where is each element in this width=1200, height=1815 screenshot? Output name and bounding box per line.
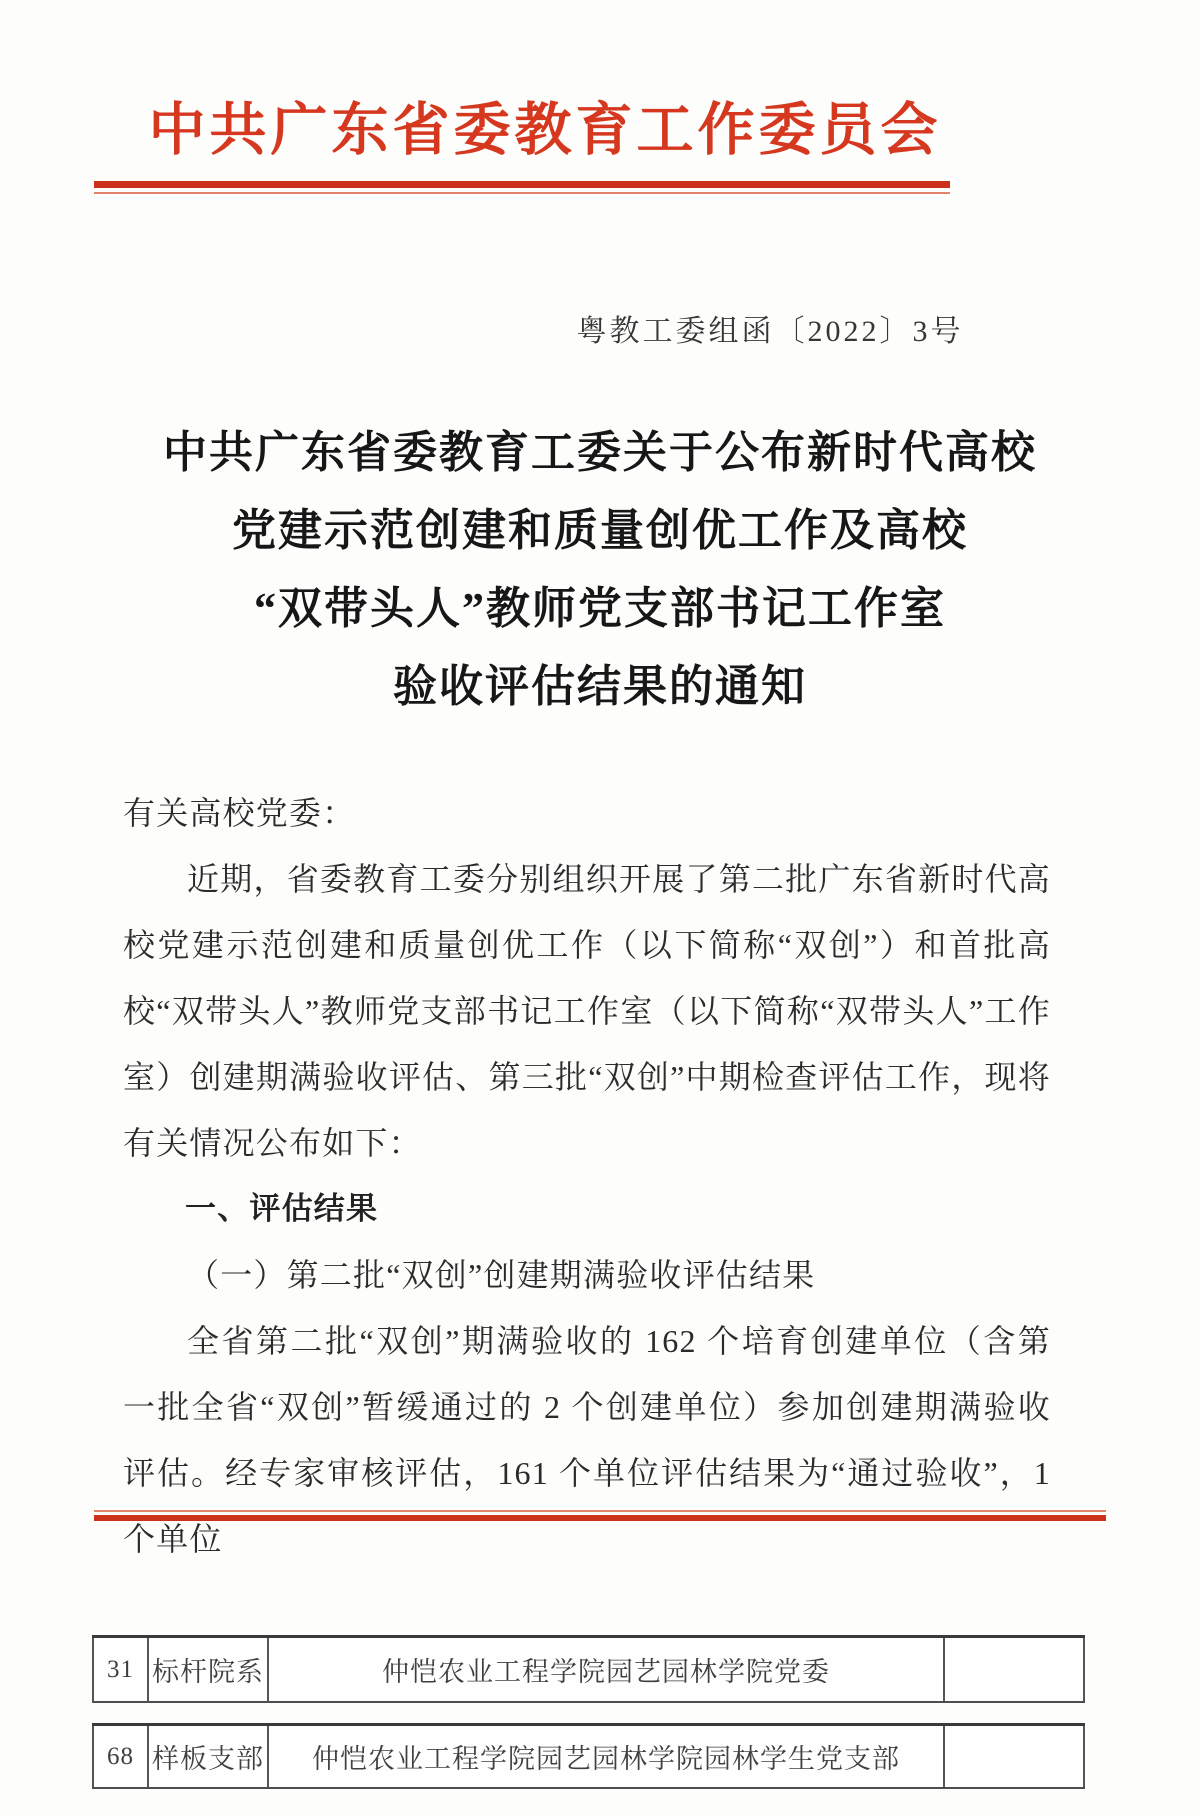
- paragraph-1: 近期，省委教育工委分别组织开展了第二批广东省新时代高校党建示范创建和质量创优工作（以下简称“双创”）和首批高校“双带头人”教师党支部书记工作室（以下简称“双带头人”工作室）创建期满验收评估、第三批“双创”中期检查评估工作，现将有关情况公布如下：: [123, 861, 1051, 1161]
- section-heading: 一、评估结果: [185, 1191, 379, 1226]
- organization-cell: 仲恺农业工程学院园艺园林学院园林学生党支部: [267, 1726, 943, 1787]
- title-line-4: 验收评估结果的通知: [393, 662, 807, 711]
- table-row-68: [92, 1723, 1085, 1789]
- letterhead-title: 中共广东省委教育工作委员会: [148, 99, 942, 162]
- row-number-cell: 68: [92, 1726, 147, 1787]
- footer-divider-thick-line: [94, 1515, 1106, 1521]
- category-cell: 标杆院系: [147, 1638, 267, 1701]
- subsection-heading: （一）第二批“双创”创建期满验收评估结果: [187, 1257, 816, 1293]
- row-number-cell: 31: [92, 1638, 147, 1701]
- document-number: 粤教工委组函〔2022〕3号: [576, 315, 964, 348]
- category-cell: 样板支部: [147, 1726, 267, 1787]
- footer-divider: [94, 1510, 1106, 1521]
- title-line-2: 党建示范创建和质量创优工作及高校: [232, 506, 968, 555]
- document-body: [123, 780, 1051, 1572]
- divider-thick-line: [94, 181, 950, 188]
- divider-thin-line: [94, 192, 950, 194]
- empty-cell: [943, 1638, 1085, 1701]
- paragraph-2: 全省第二批“双创”期满验收的 162 个培育创建单位（含第一批全省“双创”暂缓通过的 2 个创建单位）参加创建期满验收评估。经专家审核评估，161 个单位评估结果为“通过验收”，1 个单位: [123, 1323, 1051, 1557]
- title-line-3: “双带头人”教师党支部书记工作室: [254, 584, 946, 633]
- organization-cell: 仲恺农业工程学院园艺园林学院党委: [267, 1638, 943, 1701]
- document-title: [0, 414, 1200, 726]
- salutation: 有关高校党委：: [123, 795, 356, 831]
- empty-cell: [943, 1726, 1085, 1787]
- title-line-1: 中共广东省委教育工委关于公布新时代高校: [163, 428, 1037, 477]
- letterhead-divider: [94, 181, 950, 194]
- table-row-31: [92, 1635, 1085, 1703]
